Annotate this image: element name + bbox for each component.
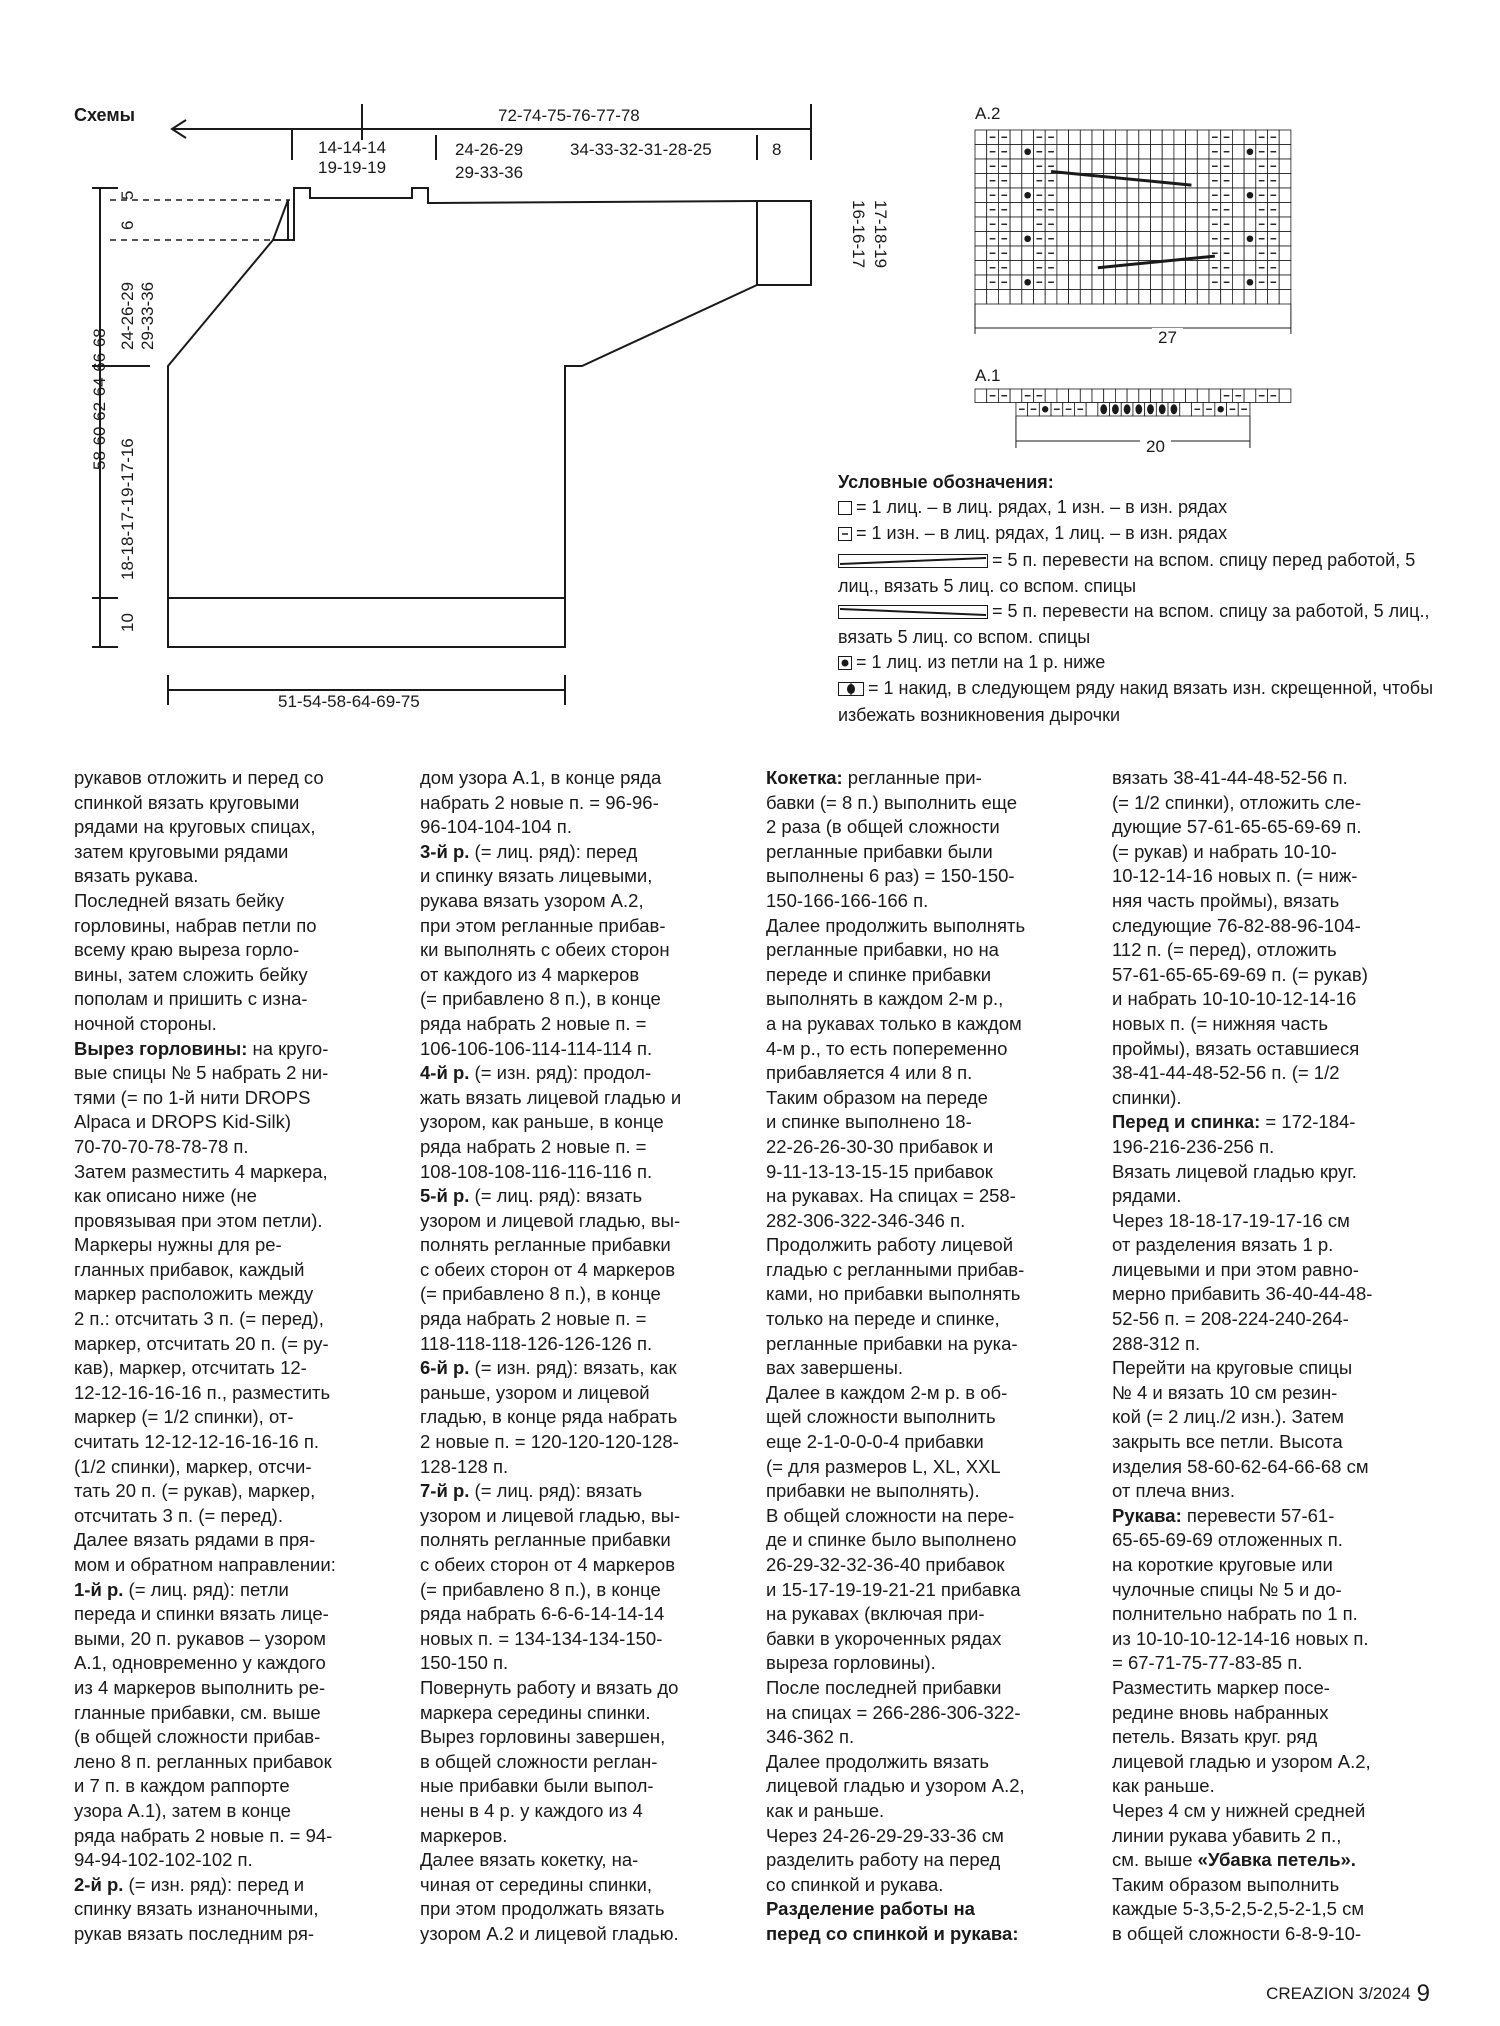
- chart-a1-count: 20: [1140, 437, 1171, 457]
- text-column-4: вязать 38-41-44-48-52-56 п. (= 1/2 спинки), отложить сле- дующие 57-61-65-65-69-69 п. (= рукав) и набрать 10-10- 10-12-14-16 новых п. (= ниж- няя часть проймы), вязать следующие 76-82-88-96-104- 112 п. (= перед), отложить 57-61-65-65-69-69 п. (= рукав) и набрать 10-10-10-12-14-16 новых п. (= нижняя часть проймы), вязать оставшиеся 38-41-44-48-52-56 п. (= 1/2 спинки). Перед и спинка: = 172-184- 196-216-236-256 п. Вязать лицевой гладью круг. рядами. Через 18-18-17-19-17-16 см от разделения вязать 1 р. лицевыми и при этом равно- мерно прибавить 36-40-44-48- 52-56 п. = 208-224-240-264- 288-312 п. Перейти на круговые спицы № 4 и вязать 10 см резин- кой (= 2 лиц./2 изн.). Затем закрыть все петли. Высота изделия 58-60-62-64-66-68 см от плеча вниз. Рукава: перевести 57-61- 65-65-69-69 отложенных п. на короткие круговые или чулочные спицы № 5 и до- полнительно набрать по 1 п. из 10-10-10-12-14-16 новых п. = 67-71-75-77-83-85 п. Разместить маркер посе- редине вновь набранных петель. Вязать круг. ряд лицевой гладью и узором А.2, как раньше. Через 4 см у нижней средней линии рукава убавить 2 п., см. выше «Убавка петель». Таким образом выполнить каждые 5-3,5-2,5-2,5-2-1,5 см в общей сложности 6-8-9-10-: [1112, 767, 1373, 1944]
- text-column-3: Кокетка: регланные при- бавки (= 8 п.) выполнить еще 2 раза (в общей сложности регланные прибавки были выполнены 6 раз) = 150-150- 150-166-166-166 п. Далее продолжить выполнять регланные прибавки, но на переде и спинке прибавки выполнять в каждом 2-м р., а на рукавах только в каждом 4-м р., то есть попеременно прибавляется 4 или 8 п. Таким образом на переде и спинке выполнено 18- 22-26-26-30-30 прибавок и 9-11-13-13-15-15 прибавок на рукавах. На спицах = 258- 282-306-322-346-346 п. Продолжить работу лицевой гладью с регланными прибав- ками, но прибавки выполнять только на переде и спинке, регланные прибавки на рука- вах завершены. Далее в каждом 2-м р. в об- щей сложности выполнить еще 2-1-0-0-0-4 прибавки (= для размеров L, XL, XXL прибавки не выполнять). В общей сложности на пере- де и спинке было выполнено 26-29-32-32-36-40 прибавок и 15-17-19-19-21-21 прибавка на рукавах (включая при- бавки в укороченных рядах выреза горловины). После последней прибавки на спицах = 266-286-306-322- 346-362 п. Далее продолжить вязать лицевой гладью и узором А.2, как и раньше. Через 24-26-29-29-33-36 см разделить работу на перед со спинкой и рукава. Разделение работы на перед со спинкой и рукава:: [766, 767, 1026, 1944]
- empty-square-icon: [838, 497, 852, 522]
- text-column-1: рукавов отложить и перед со спинкой вязать круговыми рядами на круговых спицах, затем круговыми рядами вязать рукава. Последней вязать бейку горловины, набрав петли по всему краю выреза горло- вины, затем сложить бейку пополам и пришить с изна- ночной стороны. Вырез горловины: на круго- вые спицы № 5 набрать 2 ни- тями (= по 1-й нити DROPS Alpaca и DROPS Kid-Silk) 70-70-70-78-78-78 п. Затем разместить 4 маркера, как описано ниже (не провязывая при этом петли). Маркеры нужны для ре- гланных прибавок, каждый маркер расположить между 2 п.: отсчитать 3 п. (= перед), маркер, отсчитать 20 п. (= ру- кав), маркер, отсчитать 12- 12-12-16-16-16 п., разместить маркер (= 1/2 спинки), от- считать 12-12-12-16-16-16 п. (1/2 спинки), маркер, отсчи- тать 20 п. (= рукав), маркер, отсчитать 3 п. (= перед). Далее вязать рядами в пря- мом и обратном направлении: 1-й р. (= лиц. ряд): петли переда и спинки вязать лице- выми, 20 п. рукавов – узором А.1, одновременно у каждого из 4 маркеров выполнить ре- гланные прибавки, см. выше (в общей сложности прибав- лено 8 п. регланных прибавок и 7 п. в каждом раппорте узора А.1), затем в конце ряда набрать 2 новые п. = 94- 94-94-102-102-102 п. 2-й р. (= изн. ряд): перед и спинку вязать изнаночными, рукав вязать последним ря-: [74, 767, 336, 1944]
- legend: [838, 470, 1438, 727]
- cuff-dim-1: 16-16-17: [849, 200, 868, 269]
- chart-a1-cell: [1069, 389, 1081, 403]
- neck-half-dim-2: 19-19-19: [318, 158, 387, 177]
- chart-a1-cell: [1104, 389, 1116, 403]
- legend-knit-below: = 1 лиц. из петли на 1 р. ниже: [838, 650, 1438, 677]
- text-column-2: дом узора А.1, в конце ряда набрать 2 новые п. = 96-96- 96-104-104-104 п. 3-й р. (= лиц. ряд): перед и спинку вязать лицевыми, рукава вязать узором А.2, при этом регланные прибав- ки выполнять с обеих сторон от каждого из 4 маркеров (= прибавлено 8 п.), в конце ряда набрать 2 новые п. = 106-106-106-114-114-114 п. 4-й р. (= изн. ряд): продол- жать вязать лицевой гладью и узором, как раньше, в конце ряда набрать 2 новые п. = 108-108-108-116-116-116 п. 5-й р. (= лиц. ряд): вязать узором и лицевой гладью, вы- полнять регланные прибавки с обеих сторон от 4 маркеров (= прибавлено 8 п.), в конце ряда набрать 2 новые п. = 118-118-118-126-126-126 п. 6-й р. (= изн. ряд): вязать, как раньше, узором и лицевой гладью, в конце ряда набрать 2 новые п. = 120-120-120-128- 128-128 п. 7-й р. (= лиц. ряд): вязать узором и лицевой гладью, вы- полнять регланные прибавки с обеих сторон от 4 маркеров (= прибавлено 8 п.), в конце ряда набрать 6-6-6-14-14-14 новых п. = 134-134-134-150- 150-150 п. Повернуть работу и вязать до маркера середины спинки. Вырез горловины завершен, в общей сложности реглан- ные прибавки были выпол- нены в 4 р. у каждого из 4 маркеров. Далее вязать кокетку, на- чиная от середины спинки, при этом продолжать вязать узором А.2 и лицевой гладью.: [420, 767, 682, 1944]
- neck-depth-dim: 6: [118, 220, 137, 230]
- neck-depth-top-dim: 5: [118, 190, 137, 200]
- cable-front-icon: [838, 550, 988, 575]
- cable-back-icon: [838, 601, 988, 626]
- total-length-dim: 58-60-62-64-66-68: [90, 328, 109, 470]
- chart-a1-cell: [1010, 389, 1022, 403]
- chart-a1-label: A.1: [975, 366, 1001, 385]
- chart-a1-cell: [1162, 389, 1174, 403]
- legend-yarn-over: = 1 накид, в следующем ряду накид вязать изн. скрещенной, чтобы избежать возникновения дырочки: [838, 678, 1434, 725]
- chart-a1-cell: [1209, 389, 1221, 403]
- chart-a1-cell: [1174, 389, 1186, 403]
- width-dim: 51-54-58-64-69-75: [278, 692, 420, 711]
- sleeve-top-dim: 34-33-32-31-28-25: [570, 140, 712, 159]
- chart-a2-label: A.2: [975, 104, 1001, 123]
- legend-cable-front: = 5 п. перевести на вспом. спицу перед работой, 5 лиц., вязать 5 лиц. со вспом. спицы: [838, 549, 1416, 596]
- chart-a1-cell: [1115, 389, 1127, 403]
- yarn-over-icon: [838, 678, 864, 703]
- legend-cable-back: = 5 п. перевести на вспом. спицу за работой, 5 лиц., вязать 5 лиц. со вспом. спицы: [838, 600, 1430, 647]
- chart-a1-cell: [1127, 389, 1139, 403]
- legend-title: Условные обозначения:: [838, 472, 1054, 492]
- chart-a1-cell: [1057, 389, 1069, 403]
- schemes-title: Схемы: [74, 105, 136, 125]
- chart-a1-cell: [1197, 389, 1209, 403]
- chart-a1-cell: [1045, 389, 1057, 403]
- chart-a1-cell: [1086, 403, 1098, 417]
- magazine-issue: CREAZION 3/2024: [1266, 1984, 1411, 2003]
- cuff-width-dim: 8: [772, 140, 782, 159]
- neck-half-dim-1: 14-14-14: [318, 138, 387, 157]
- chart-a1-grid: [0, 0, 1500, 460]
- chart-a1-cell: [1279, 389, 1291, 403]
- legend-knit: = 1 лиц. – в лиц. рядах, 1 изн. – в изн. рядах: [838, 495, 1438, 522]
- cuff-dim-2: 17-18-19: [871, 200, 890, 269]
- armhole-dim-2: 29-33-36: [138, 281, 157, 350]
- legend-purl: = 1 изн. – в лиц. рядах, 1 лиц. – в изн. рядах: [838, 521, 1438, 548]
- chart-a1-cell: [1244, 389, 1256, 403]
- rib-dim: 10: [118, 613, 137, 632]
- shoulder-dim-1: 24-26-29: [455, 140, 524, 159]
- chart-a1-cell: [1151, 389, 1163, 403]
- chart-a1-cell: [1180, 403, 1192, 417]
- chart-a1-cell: [1092, 389, 1104, 403]
- chart-a1-cell: [1080, 389, 1092, 403]
- top-total-dim: 72-74-75-76-77-78: [498, 106, 640, 125]
- chart-a1-cell: [975, 389, 987, 403]
- armhole-dim-1: 24-26-29: [118, 281, 137, 350]
- chart-a2-count: 27: [1152, 328, 1183, 348]
- page-number: 9: [1416, 1980, 1430, 2007]
- chart-a1-cell: [1139, 389, 1151, 403]
- page-footer: [1266, 1980, 1430, 2008]
- chart-a1-cell: [1186, 389, 1198, 403]
- dash-square-icon: [838, 523, 852, 548]
- body-length-dim: 18-18-17-19-17-16: [118, 438, 137, 580]
- shoulder-dim-2: 29-33-36: [455, 163, 524, 182]
- dot-square-icon: [838, 652, 852, 677]
